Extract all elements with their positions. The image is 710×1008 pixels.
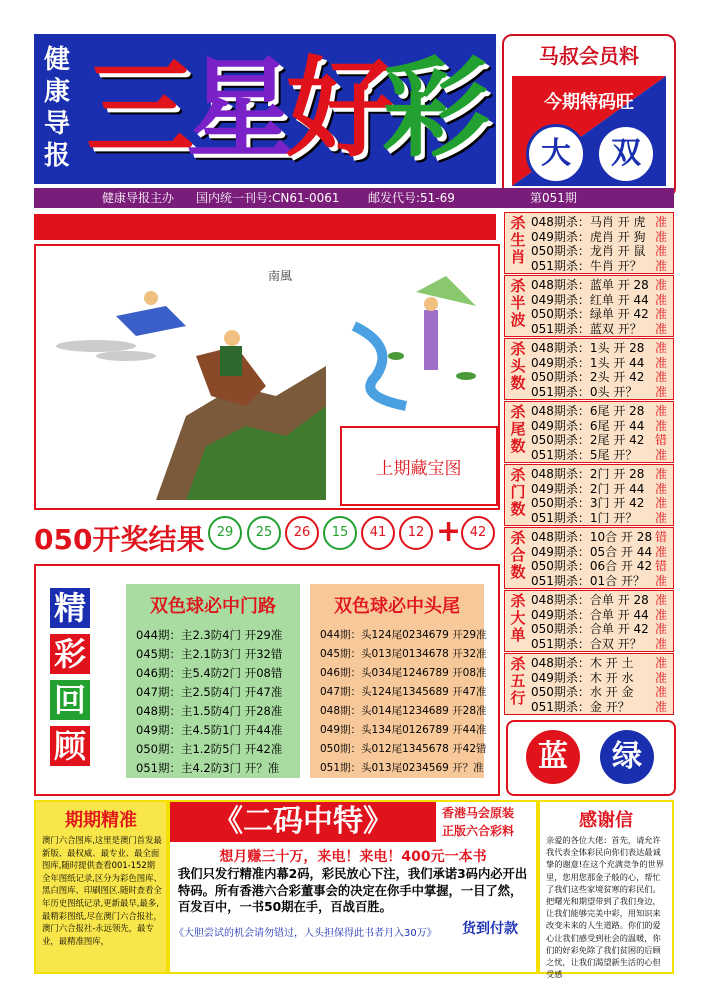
kill-result: 准 [655,321,668,336]
kill-result: 准 [655,656,668,670]
draw-ball: 12 [399,516,433,550]
head-tail-row: 045期：头013尾0134678 开32准 [320,648,487,660]
kill-group [504,338,674,400]
kill-row: 050期杀：3门 开 42 [531,496,645,510]
kill-result: 准 [655,670,668,685]
head-tail-row: 047期：头124尾1345689 开47准 [320,686,487,698]
big-title-char: 彩 [382,47,491,172]
kill-row: 049期杀：合单 开 44 [531,607,649,622]
color-pick: 绿 [600,730,654,784]
kill-row: 048期杀：蓝单 开 28 [531,278,649,292]
hk-label [442,804,514,840]
kill-row: 048期杀：合单 开 28 [531,593,649,607]
kill-result: 准 [655,699,668,714]
kill-result: 准 [655,341,668,355]
hk-line: 正版六合彩料 [442,824,515,838]
kill-row: 050期杀：水 开 金 [531,685,634,699]
kill-row: 049期杀：红单 开 44 [531,292,649,307]
review-char: 彩 [50,634,90,674]
kill-row: 050期杀：龙肖 开 鼠 [531,244,646,258]
kill-result: 准 [655,447,668,462]
kill-row: 051期杀：蓝双 开？ [531,321,642,336]
info-host: 健康导报主办 [102,191,175,205]
member-box [502,34,676,198]
kill-result: 准 [655,481,668,496]
gate-row: 046期：主5.4防2门 开08错 [136,666,283,680]
two-code-banner: 《二码中特》 [170,802,436,842]
member-title: 马叔会员料 [539,44,639,68]
kill-result: 准 [655,573,668,588]
kill-result: 准 [655,544,668,559]
kill-row: 049期杀：2门 开 44 [531,481,645,496]
gate-panel-title: 双色球必中门路 [150,596,276,617]
kill-row: 051期杀：01合 开？ [531,573,645,588]
draw-ball: 26 [285,516,319,550]
head-tail-title: 双色球必中头尾 [334,596,460,617]
head-tail-row: 048期：头014尾1234689 开28准 [320,705,487,717]
member-pick: 双 [596,124,656,184]
big-title-char: 好 [286,47,395,172]
special-ball: 42 [461,516,495,550]
kill-result: 准 [655,229,668,244]
masthead-char: 康 [43,77,70,107]
draw-ball: 15 [323,516,357,550]
kill-result: 错 [655,433,668,447]
two-code-box [170,802,536,972]
kill-row: 049期杀：05合 开 44 [531,544,653,559]
kill-result: 准 [655,404,668,418]
kill-result: 准 [655,292,668,307]
kill-group-title: 杀大单 [510,592,526,644]
big-title-char: 三 [86,47,195,172]
kill-row: 050期杀：2头 开 42 [531,370,645,384]
kill-row: 048期杀：6尾 开 28 [531,404,645,418]
color-picks [506,720,676,796]
two-code-slogan: 想月赚三十万，来电！来电！400元一本书 [219,849,487,865]
kill-group [504,212,674,274]
kill-group-title: 杀生肖 [510,214,526,266]
kill-result: 准 [655,258,668,273]
thanks-body: 亲爱的各位大佬：首先，请允许我代表全体彩民向你们表达最诚挚的谢意!在这个充满竞争的世界里，您用您那金子般的心，帮忙了我们这些家境贫寒的彩民们。把曙光和期望带到了我们身边，让我们能够完美中彩，用知识来改变未来的人生道路。你们的爱心让我们感受到社会的温暖，你们的好彩免除了我们贫困的后顾之忧，让我们渴望新生活的心但受感 [546,835,664,980]
kill-row: 051期杀：合双 开？ [531,636,642,651]
gate-row: 051期：主4.2防3门 开？准 [136,761,280,775]
kill-result: 准 [655,685,668,699]
kill-result: 准 [655,244,668,258]
thanks-letter [540,802,672,980]
kill-result: 错 [655,530,668,544]
gate-row: 048期：主1.5防4门 开28准 [136,704,283,718]
kill-row: 049期杀：1头 开 44 [531,355,645,370]
caption-box [340,426,498,506]
head-tail-row: 050期：头012尾1345678 开42错 [320,743,487,755]
hk-line: 香港马会原装 [442,806,515,820]
kill-result: 错 [655,559,668,573]
kill-group-title: 杀尾数 [510,403,526,455]
kill-result: 准 [655,496,668,510]
kill-result: 准 [655,467,668,481]
kill-result: 准 [655,418,668,433]
two-code-body: 我们只发行精准内幕2码，彩民放心下注，我们承诺3码内必开出特码。所有香港六合彩董事会的决定在你手中掌握，一目了然，百发百中，一书50期在手，百战百胜。 [178,867,528,914]
kill-row: 048期杀：10合 开 28 [531,530,653,544]
kill-group [504,653,674,715]
two-code-foot: 《大胆尝试的机会请勿错过，人头担保得此书者月入30万》 [174,928,437,939]
kill-group [504,527,674,589]
kill-row: 048期杀：2门 开 28 [531,467,645,481]
kill-result: 准 [655,622,668,636]
info-bar [34,188,674,208]
kill-row: 049期杀：虎肖 开 狗 [531,229,646,244]
kill-group-title: 杀合数 [510,529,526,581]
gate-row: 044期：主2.3防4门 开29准 [136,628,283,642]
head-tail-row: 049期：头134尾0126789 开44准 [320,724,487,736]
masthead-vertical-title [40,44,74,172]
kill-result: 准 [655,636,668,651]
member-sub: 今期特码旺 [544,92,634,113]
kill-row: 051期杀：5尾 开？ [531,447,638,462]
kill-row: 051期杀：金 开？ [531,699,630,714]
big-title-char: 星 [186,47,295,172]
kill-group-title: 杀头数 [510,340,526,392]
kill-result: 准 [655,307,668,321]
red-bar [34,214,496,240]
accuracy-box [36,802,166,972]
kill-group-title: 杀半波 [510,277,526,329]
kill-row: 049期杀：6尾 开 44 [531,418,645,433]
kill-row: 051期杀：1门 开？ [531,510,638,525]
review-char: 顾 [50,726,90,766]
accuracy-title: 期期精准 [65,810,137,831]
head-tail-row: 051期：头013尾0234569 开？准 [320,762,484,774]
kill-column [504,212,672,716]
pay-on-delivery: 货到付款 [462,921,518,937]
gate-row: 047期：主2.5防4门 开47准 [136,685,283,699]
thanks-title: 感谢信 [579,810,633,831]
head-tail-row: 046期：头034尾1246789 开08准 [320,667,487,679]
kill-row: 050期杀：2尾 开 42 [531,433,645,447]
info-issue: 第051期 [530,191,577,205]
kill-result: 准 [655,510,668,525]
kill-row: 050期杀：绿单 开 42 [531,307,649,321]
kill-result: 准 [655,593,668,607]
kill-row: 048期杀：马肖 开 虎 [531,215,646,229]
masthead-char: 健 [43,45,70,75]
kill-result: 准 [655,370,668,384]
kill-result: 准 [655,355,668,370]
head-tail-row: 044期：头124尾0234679 开29准 [320,629,487,641]
review-char: 精 [50,588,90,628]
kill-result: 准 [655,607,668,622]
masthead-char: 导 [43,109,70,139]
kill-result: 准 [655,384,668,399]
info-issn: 国内统一刊号:CN61-0061 [196,191,340,205]
kill-group [504,464,674,526]
accuracy-body: 澳门六合图库,这里是澳门首发最新版、最权威、最专业、最全面图库,随时提供查看001-152期全年图纸记录,区分为彩色图库、黑白图库、印刷图区.随时查看全年历史图纸记录,更新最早,最多,最精彩图纸,尽在澳门六合报社，澳门六合报社-永远领先，最专业，最精准图库， [42,835,162,946]
masthead-char: 报 [43,141,70,171]
gate-panel [126,584,300,778]
review-char: 回 [50,680,90,720]
kill-row: 051期杀：牛肖 开？ [531,258,642,273]
kill-row: 048期杀：木 开 土 [531,656,634,670]
gate-row: 045期：主2.1防3门 开32错 [136,647,283,661]
draw-title: 050开奖结果 [34,523,205,556]
draw-ball: 41 [361,516,395,550]
draw-plus: + [436,514,462,549]
kill-row: 051期杀：0头 开？ [531,384,638,399]
masthead [34,34,496,184]
caption-text: 上期藏宝图 [376,459,462,479]
member-pick: 大 [526,124,586,184]
gate-row: 049期：主4.5防1门 开44准 [136,723,283,737]
kill-group-title: 杀五行 [510,655,526,707]
kill-row: 048期杀：1头 开 28 [531,341,645,355]
draw-ball: 29 [208,516,242,550]
draw-ball: 25 [247,516,281,550]
kill-row: 050期杀：06合 开 42 [531,559,653,573]
kill-group [504,275,674,337]
kill-group-title: 杀门数 [510,466,526,518]
info-post: 邮发代号:51-69 [368,191,455,205]
head-tail-panel [310,584,487,778]
kill-row: 049期杀：木 开 水 [531,670,634,685]
kill-result: 准 [655,215,668,229]
kill-result: 准 [655,278,668,292]
kill-row: 050期杀：合单 开 42 [531,622,649,636]
color-pick: 蓝 [526,730,580,784]
kill-group [504,401,674,463]
gate-row: 050期：主1.2防5门 开42准 [136,742,283,756]
illustration-seal: 南風 [268,269,293,283]
kill-group [504,590,674,652]
